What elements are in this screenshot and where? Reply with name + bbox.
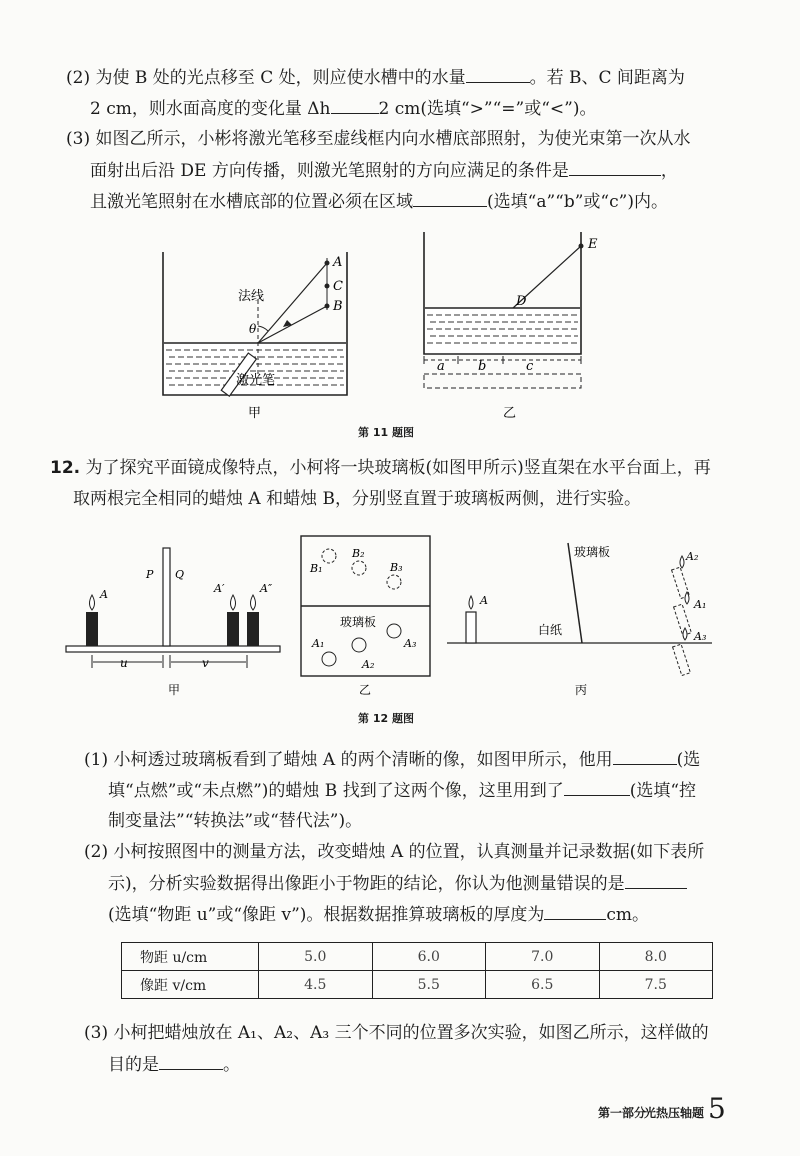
- q11-p2-line2: [90, 97, 597, 120]
- caption-yi: 乙: [359, 683, 372, 697]
- glass-plate: [163, 548, 170, 646]
- caption-yi: 乙: [503, 406, 517, 421]
- fig12-yi: [301, 536, 430, 697]
- position-B3: [387, 575, 401, 589]
- label-B: B: [333, 299, 343, 314]
- label-B1: B₁: [310, 562, 323, 575]
- table-surface: [66, 646, 280, 652]
- answer-blank[interactable]: [564, 779, 630, 796]
- label-u: u: [120, 656, 128, 670]
- text: 2 cm(选填“>”“=”或“<”)。: [378, 99, 597, 119]
- fig12-jia: [66, 548, 280, 697]
- row-header: 物距 u/cm: [122, 943, 259, 971]
- label-A-prime: A′: [214, 582, 225, 595]
- text: ，: [660, 161, 678, 181]
- fig12-caption: 第 12 题图: [358, 712, 414, 725]
- label-Q: Q: [175, 568, 185, 581]
- table-cell: 5.5: [372, 971, 486, 999]
- label-paper: 白纸: [538, 623, 563, 637]
- label-A-double-prime: A″: [260, 582, 273, 595]
- ray-to-A: [258, 263, 327, 343]
- table-cell: 7.0: [486, 943, 600, 971]
- q12-p3-line1: [84, 1022, 709, 1044]
- page-number: 5: [708, 1092, 726, 1125]
- distance-markers: [92, 655, 247, 668]
- q12-p2-line2: [108, 872, 687, 895]
- candle-A: [466, 596, 476, 643]
- q12-intro-line2: [73, 488, 641, 510]
- label-normal: 法线: [238, 289, 265, 304]
- point-B: [325, 304, 330, 309]
- text: (3) 如图乙所示，小彬将激光笔移至虚线框内向水槽底部照射，为使光束第一次从水: [66, 129, 691, 149]
- text: 。若 B、C 间距离为: [529, 68, 685, 88]
- text: (2) 小柯按照图中的测量方法，改变蜡烛 A 的位置，认真测量并记录数据(如下表所: [84, 842, 705, 862]
- caption-jia: 甲: [248, 406, 262, 421]
- footer-title: 光热压轴题: [644, 1106, 705, 1120]
- point-A: [325, 261, 330, 266]
- text: 面射出后沿 DE 方向传播，则激光笔照射的方向应满足的条件是: [90, 161, 569, 181]
- answer-blank[interactable]: [613, 748, 677, 765]
- answer-blank[interactable]: [544, 903, 606, 920]
- q12-p2-line3: [108, 903, 649, 926]
- row-header: 像距 v/cm: [122, 971, 259, 999]
- label-A3: A₃: [694, 630, 707, 643]
- label-E: E: [588, 237, 598, 252]
- point-C: [325, 284, 330, 289]
- text: cm。: [606, 905, 650, 925]
- table-cell: 6.0: [372, 943, 486, 971]
- q11-p2-line1: [66, 66, 685, 89]
- text: 目的是: [108, 1055, 159, 1075]
- label-A3: A₃: [404, 637, 417, 650]
- q11-p3-line2: [90, 159, 678, 182]
- text: (选填“控: [629, 781, 697, 801]
- q12-p2-line1: [84, 841, 704, 863]
- label-C: C: [333, 279, 343, 294]
- table-cell: 4.5: [259, 971, 373, 999]
- table-cell: 8.0: [599, 943, 713, 971]
- dashed-box: [424, 374, 581, 388]
- candle-A: [86, 595, 98, 646]
- ray-to-B: [258, 306, 327, 343]
- text: (3) 小柯把蜡烛放在 A₁、A₂、A₃ 三个不同的位置多次实验，如图乙所示，这样做的: [84, 1023, 709, 1043]
- label-A: A: [100, 588, 108, 601]
- image-candles-dashed: [672, 567, 692, 675]
- table-cell: 6.5: [486, 971, 600, 999]
- fig11-yi: [424, 232, 598, 421]
- point-E: [579, 244, 584, 249]
- table-row: [122, 971, 713, 999]
- image-A2: [247, 595, 259, 646]
- label-b: b: [478, 359, 487, 374]
- fig11-caption: 第 11 题图: [358, 426, 414, 439]
- position-A1: [322, 652, 336, 666]
- text: 示)，分析实验数据得出像距小于物距的结论，你认为他测量错误的是: [108, 874, 625, 894]
- q12-p1-line3: [108, 810, 362, 832]
- text: (1) 小柯透过玻璃板看到了蜡烛 A 的两个清晰的像，如图甲所示，他用: [84, 750, 613, 770]
- answer-blank[interactable]: [413, 190, 487, 207]
- fig12-bing: [447, 543, 712, 697]
- text: 2 cm，则水面高度的变化量 Δh: [90, 99, 331, 119]
- label-glass: 玻璃板: [574, 545, 611, 559]
- fig11-jia: [163, 252, 347, 421]
- label-A1: A₁: [694, 598, 707, 611]
- figure-12: [0, 530, 800, 705]
- q12-p3-line2: [108, 1053, 240, 1076]
- label-B2: B₂: [352, 547, 365, 560]
- label-a: a: [437, 359, 445, 374]
- text: 取两根完全相同的蜡烛 A 和蜡烛 B，分别竖直置于玻璃板两侧，进行实验。: [73, 489, 641, 509]
- table-cell: 5.0: [259, 943, 373, 971]
- label-theta: θ: [249, 322, 257, 336]
- answer-blank[interactable]: [331, 97, 379, 114]
- text: 为了探究平面镜成像特点，小柯将一块玻璃板(如图甲所示)竖直架在水平台面上，再: [85, 458, 711, 478]
- q11-p3-line3: [90, 190, 668, 213]
- data-table: [121, 942, 713, 999]
- answer-blank[interactable]: [159, 1053, 223, 1070]
- q12-p1-line1: [84, 748, 700, 771]
- label-A: A: [480, 594, 488, 607]
- label-A: A: [333, 255, 343, 270]
- table-cell: 7.5: [599, 971, 713, 999]
- question-number: 12.: [50, 458, 81, 478]
- theta-arc: [258, 326, 268, 331]
- text: 且激光笔照射在水槽底部的位置必须在区域: [90, 192, 413, 212]
- caption-bing: 丙: [575, 683, 588, 697]
- text: 填“点燃”或“未点燃”)的蜡烛 B 找到了这两个像，这里用到了: [108, 781, 564, 801]
- answer-blank[interactable]: [466, 66, 530, 83]
- label-D: D: [516, 294, 527, 309]
- figure-11: [0, 224, 800, 444]
- table-row: [122, 943, 713, 971]
- position-B1: [322, 549, 336, 563]
- position-A3: [387, 624, 401, 638]
- text: (2) 为使 B 处的光点移至 C 处，则应使水槽中的水量: [66, 68, 466, 88]
- label-A1: A₁: [312, 637, 325, 650]
- q12-intro-line1: [50, 457, 711, 479]
- label-A2: A₂: [686, 550, 699, 563]
- text: 制变量法”“转换法”或“替代法”)。: [108, 811, 363, 831]
- text: 。: [223, 1055, 240, 1075]
- answer-blank[interactable]: [569, 159, 661, 176]
- region-markers: [424, 356, 581, 364]
- text: (选: [676, 750, 701, 770]
- position-B2: [352, 561, 366, 575]
- label-c: c: [526, 359, 534, 374]
- caption-jia: 甲: [168, 683, 181, 697]
- label-v: v: [202, 656, 209, 670]
- image-A1: [227, 595, 239, 646]
- label-A2: A₂: [362, 658, 375, 671]
- label-laser: 激光笔: [236, 373, 276, 388]
- footer-section: 第一部分: [598, 1106, 647, 1120]
- q12-p1-line2: [108, 779, 696, 802]
- answer-blank[interactable]: [625, 872, 687, 889]
- text: (选填“a”“b”或“c”)内。: [487, 192, 668, 212]
- text: (选填“物距 u”或“像距 v”)。根据数据推算玻璃板的厚度为: [108, 905, 545, 925]
- label-P: P: [146, 568, 154, 581]
- q11-p3-line1: [66, 128, 690, 150]
- label-glass: 玻璃板: [340, 615, 377, 629]
- label-B3: B₃: [390, 561, 403, 574]
- position-A2: [352, 638, 366, 652]
